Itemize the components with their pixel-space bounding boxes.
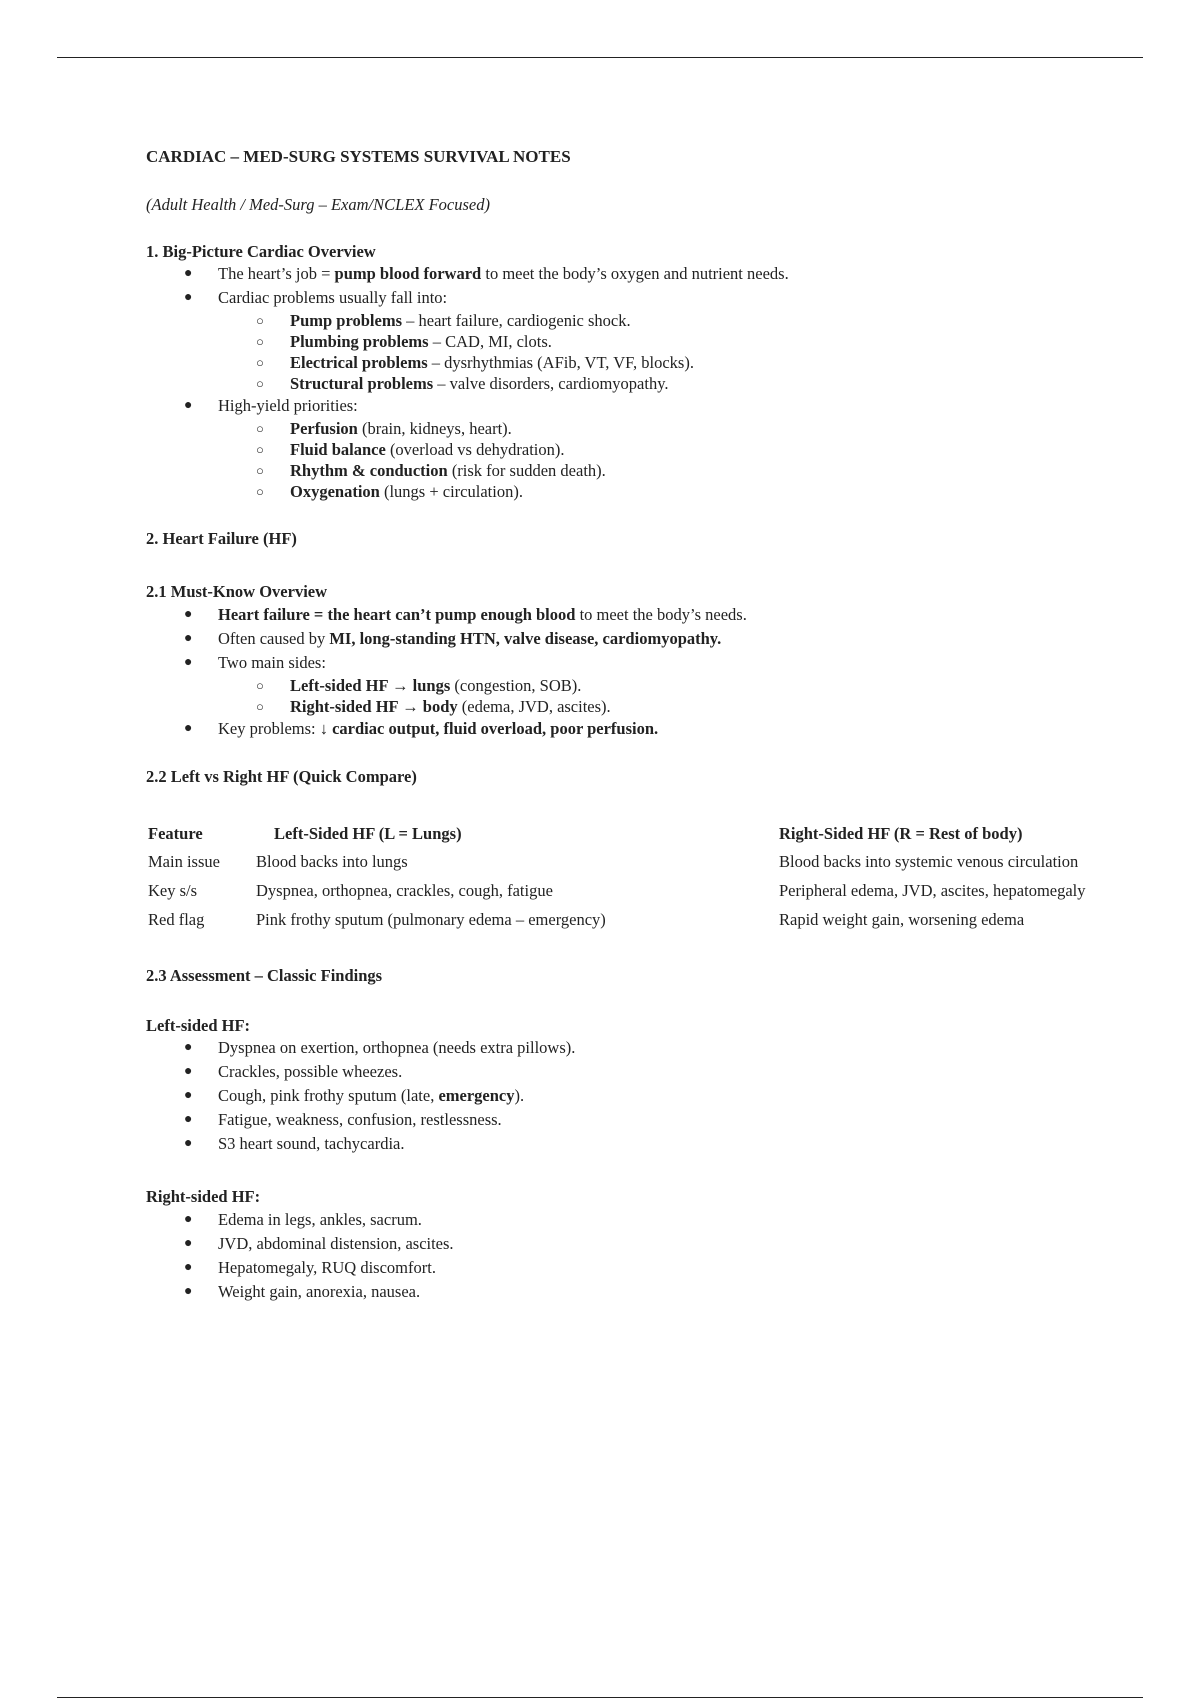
sub-list <box>218 310 1106 394</box>
text-span: ). <box>514 1086 525 1106</box>
table-cell: Rapid weight gain, worsening edema <box>779 910 1025 930</box>
text-span: (brain, kidneys, heart). <box>357 418 512 438</box>
list-item <box>146 717 1106 741</box>
circle-bullet-icon: ○ <box>256 698 264 714</box>
bullet-icon: ● <box>184 265 193 281</box>
list-item <box>146 1036 1106 1060</box>
left-sided-label: Left-sided HF: <box>146 1015 251 1035</box>
list-item <box>146 1108 1106 1132</box>
list-item <box>146 1132 1106 1156</box>
bold-text: Rhythm & conduction <box>290 460 448 480</box>
bold-text: emergency <box>438 1086 515 1106</box>
bullet-icon: ● <box>184 1211 193 1227</box>
sub-list <box>218 675 1106 717</box>
top-rule <box>57 57 1143 58</box>
text-span: (edema, JVD, ascites). <box>457 696 611 716</box>
table-row <box>148 909 1108 938</box>
comparison-table <box>148 823 1108 938</box>
sub-list-item <box>146 696 1106 717</box>
subsection-heading-overview: 2.1 Must-Know Overview <box>146 582 328 602</box>
bullet-icon: ● <box>184 630 193 646</box>
text-span: Crackles, possible wheezes. <box>218 1062 403 1082</box>
document-title: CARDIAC – MED-SURG SYSTEMS SURVIVAL NOTES <box>146 147 571 166</box>
hf-overview-list <box>146 603 1106 741</box>
bold-text: Pump problems <box>290 310 403 330</box>
bullet-icon: ● <box>184 1064 193 1080</box>
text-span: Weight gain, anorexia, nausea. <box>218 1281 421 1301</box>
circle-bullet-icon: ○ <box>256 462 264 478</box>
right-sided-label: Right-sided HF: <box>146 1187 261 1207</box>
list-item <box>146 1232 1106 1256</box>
list-item <box>146 1060 1106 1084</box>
circle-bullet-icon: ○ <box>256 354 264 370</box>
bullet-icon: ● <box>184 1136 193 1152</box>
list-item <box>146 262 1106 286</box>
circle-bullet-icon: ○ <box>256 441 264 457</box>
text-span: JVD, abdominal distension, ascites. <box>218 1233 454 1253</box>
table-cell: Pink frothy sputum (pulmonary edema – emergency) <box>256 910 606 930</box>
right-sided-findings-list <box>146 1208 1106 1304</box>
section-heading-heart-failure: 2. Heart Failure (HF) <box>146 528 297 548</box>
sub-list-item <box>146 352 1106 373</box>
sub-list-item <box>146 331 1106 352</box>
list-item <box>146 1280 1106 1304</box>
circle-bullet-icon: ○ <box>256 420 264 436</box>
text-span: to meet the body’s oxygen and nutrient needs. <box>481 263 789 283</box>
table-cell: Key s/s <box>148 881 198 901</box>
text-span: Edema in legs, ankles, sacrum. <box>218 1209 422 1229</box>
text-span: – dysrhythmias (AFib, VT, VF, blocks). <box>427 352 694 372</box>
list-item <box>146 286 1106 394</box>
text-span: S3 heart sound, tachycardia. <box>218 1134 405 1154</box>
bullet-icon: ● <box>184 1235 193 1251</box>
table-header-cell: Left-Sided HF (L = Lungs) <box>274 824 462 844</box>
bold-text: Left-sided HF → lungs <box>290 675 451 695</box>
bold-text: Plumbing problems <box>290 331 429 351</box>
circle-bullet-icon: ○ <box>256 375 264 391</box>
text-span: (congestion, SOB). <box>450 675 582 695</box>
list-item <box>146 1084 1106 1108</box>
bullet-icon: ● <box>184 606 193 622</box>
bold-text: MI, long-standing HTN, valve disease, cardiomyopathy. <box>329 628 722 648</box>
bold-text: Electrical problems <box>290 352 428 372</box>
bullet-icon: ● <box>184 1088 193 1104</box>
text-span: (lungs + circulation). <box>379 481 523 501</box>
bold-text: cardiac output, fluid overload, poor perfusion. <box>332 718 659 738</box>
text-span: – CAD, MI, clots. <box>428 331 552 351</box>
sub-list-item <box>146 460 1106 481</box>
bold-text: Structural problems <box>290 373 434 393</box>
text-span: The heart’s job = <box>218 263 335 283</box>
text-span: Dyspnea on exertion, orthopnea (needs extra pillows). <box>218 1038 576 1058</box>
text-span: (overload vs dehydration). <box>385 439 565 459</box>
table-header-row <box>148 823 1108 851</box>
text-span: Key problems: ↓ <box>218 718 333 738</box>
bullet-icon: ● <box>184 1112 193 1128</box>
text-span: Often caused by <box>218 628 330 648</box>
bold-text: Fluid balance <box>290 439 386 459</box>
table-row <box>148 880 1108 909</box>
section-heading-overview: 1. Big-Picture Cardiac Overview <box>146 241 376 261</box>
subsection-heading-assessment: 2.3 Assessment – Classic Findings <box>146 966 383 986</box>
bullet-icon: ● <box>184 1259 193 1275</box>
table-cell: Main issue <box>148 852 220 872</box>
text-span: Hepatomegaly, RUQ discomfort. <box>218 1257 436 1277</box>
overview-list <box>146 262 1106 502</box>
text-span: to meet the body’s needs. <box>575 604 747 624</box>
table-cell: Peripheral edema, JVD, ascites, hepatomegaly <box>779 881 1086 901</box>
bullet-icon: ● <box>184 1040 193 1056</box>
sub-list-item <box>146 373 1106 394</box>
list-item <box>146 627 1106 651</box>
table-cell: Blood backs into lungs <box>256 852 408 872</box>
text-span: Cough, pink frothy sputum (late, <box>218 1086 439 1106</box>
list-item <box>146 603 1106 627</box>
text-span: (risk for sudden death). <box>447 460 606 480</box>
document-subtitle: (Adult Health / Med-Surg – Exam/NCLEX Focused) <box>146 195 490 215</box>
bullet-icon: ● <box>184 1283 193 1299</box>
text-span: Fatigue, weakness, confusion, restlessness. <box>218 1110 502 1130</box>
bottom-rule <box>57 1697 1143 1698</box>
text-span: – heart failure, cardiogenic shock. <box>402 310 631 330</box>
sub-list-item <box>146 481 1106 502</box>
sub-list-item <box>146 418 1106 439</box>
circle-bullet-icon: ○ <box>256 312 264 328</box>
list-item <box>146 1256 1106 1280</box>
list-item <box>146 651 1106 717</box>
bold-text: Right-sided HF → body <box>290 696 458 716</box>
document-body <box>146 140 1106 1304</box>
bullet-icon: ● <box>184 720 193 736</box>
sub-list <box>218 418 1106 502</box>
sub-list-item <box>146 310 1106 331</box>
sub-list-item <box>146 675 1106 696</box>
list-item <box>146 394 1106 502</box>
bullet-icon: ● <box>184 654 193 670</box>
circle-bullet-icon: ○ <box>256 483 264 499</box>
table-header-cell: Feature <box>148 824 203 844</box>
table-header-cell: Right-Sided HF (R = Rest of body) <box>779 824 1023 844</box>
left-sided-findings-list <box>146 1036 1106 1156</box>
circle-bullet-icon: ○ <box>256 677 264 693</box>
text-span: Cardiac problems usually fall into: <box>218 287 448 307</box>
table-row <box>148 851 1108 880</box>
bullet-icon: ● <box>184 397 193 413</box>
table-cell: Dyspnea, orthopnea, crackles, cough, fatigue <box>256 881 553 901</box>
bold-text: Heart failure = the heart can’t pump enough blood <box>218 604 576 624</box>
text-span: – valve disorders, cardiomyopathy. <box>433 373 669 393</box>
table-cell: Red flag <box>148 910 205 930</box>
sub-list-item <box>146 439 1106 460</box>
circle-bullet-icon: ○ <box>256 333 264 349</box>
list-item <box>146 1208 1106 1232</box>
subsection-heading-compare: 2.2 Left vs Right HF (Quick Compare) <box>146 766 417 786</box>
table-cell: Blood backs into systemic venous circulation <box>779 852 1079 872</box>
text-span: Two main sides: <box>218 652 326 672</box>
bold-text: pump blood forward <box>334 263 482 283</box>
bold-text: Oxygenation <box>290 481 380 501</box>
text-span: High-yield priorities: <box>218 395 358 415</box>
bold-text: Perfusion <box>290 418 358 438</box>
bullet-icon: ● <box>184 289 193 305</box>
